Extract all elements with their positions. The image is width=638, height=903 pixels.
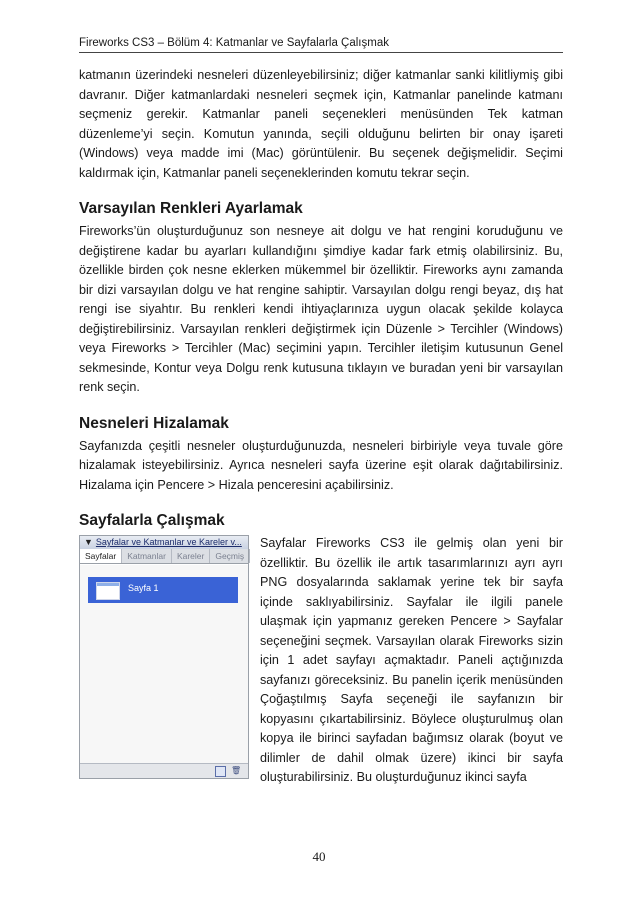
panel-tabs (80, 549, 248, 564)
intro-paragraph: katmanın üzerindeki nesneleri düzenleyebilirsiniz; diğer katmanlar sanki kilitliymiş gibi davranır. Diğer katmanlardaki nesneleri seçmek için, Katmanlar panelinde katmanı seçmeniz gerekir. Katmanlar paneli seçenekleri menüsünden Tek katman düzenleme’yi seçin. Komutun yanında, seçili olduğunu belirten bir onay işareti (Windows) veya madde imi (Mac) görüntülenir. Bu seçenek değişmelidir. Seçimi kaldırmak için, Katmanlar paneli seçeneklerinden komutu tekrar seçin. (79, 68, 563, 180)
running-title: Fireworks CS3 – Bölüm 4: Katmanlar ve Sayfalarla Çalışmak (79, 37, 389, 49)
tab-layers: Katmanlar (122, 549, 172, 563)
page-item-label: Sayfa 1 (128, 583, 159, 593)
page-thumbnail (96, 582, 120, 600)
tab-frames: Kareler (172, 549, 210, 563)
paragraph-align-objects: Sayfanızda çeşitli nesneler oluşturduğunuzda, nesneleri birbiriyle veya tuvale göre hizalamak isteyebilirsiniz. Ayrıca nesneleri sayfa üzerine eşit olarak dağıtabilirsiniz. Hizalama için Pencere > Hizala penceresini açabilirsiniz. (79, 438, 563, 492)
running-header (79, 37, 563, 53)
new-page-icon (215, 766, 226, 777)
paragraph-pages: Sayfalar Fireworks CS3 ile gelmiş olan yeni bir özelliktir. Bu özellik ile artık tasarımlarınızı ayrı ayrı PNG dosyalarında saklamak yerine tek bir sayfa içinde saklıyabilirsiniz. Sayfalar ile ilgili panele ulaşmak için yapmanız gereken Pencere > Sayfalar seçeneğini seçmek. Varsayılan olarak Fireworks sizin için 1 adet sayfayı açmaktadır. Paneli açtığınızda sayfanızı göreceksiniz. Bu panelin içerik menüsünden Çoğaştılmış Sayfa seçeneği ile sayfanızın bir kopyasını çıkartabilirsiniz. Böylece oluşturulmuş olan kopya ile birinci sayfadan bağımsız olarak (boyut ve dilimler de dahil olmak üzere) ikinci bir sayfa oluşturabilirsiniz. Bu oluşturduğunuz ikinci sayfa (260, 536, 563, 784)
paragraph-default-colors: Fireworks’ün oluşturduğunuz son nesneye ait dolgu ve hat rengini koruduğunu ve değiştirene kadar bu ayarları kullandığını şimdiye kadar fark etmiş olabilirsiniz. Bu, özellikle birden çok nesne eklerken mükemmel bir özelliktir. Fireworks aynı zamanda bir dizi varsayılan dolgu ve hat rengine sahiptir. Varsayılan dolgu rengi beyaz, dış hat rengi ise siyahtır. Bu renkleri kendi ihtiyaçlarınıza uygun olacak şekilde kolayca değiştirebilirsiniz. Varsayılan renkleri değiştirmek için Düzenle > Tercihler (Windows) veya Fireworks > Tercihler (Mac) seçimini yapın. Tercihler iletişim kutusunun Genel sekmesinde, Kontur veya Dolgu renk kutusuna tıklayın ve buradan yeni bir varsayılan renk seçin. (79, 224, 563, 394)
heading-default-colors: Varsayılan Renkleri Ayarlamak (79, 200, 303, 217)
page-number: 40 (312, 849, 326, 864)
tab-history: Geçmiş (210, 549, 250, 563)
panel-title-bar (80, 536, 248, 549)
heading-pages: Sayfalarla Çalışmak (79, 512, 225, 529)
collapse-triangle-icon: ▼ (84, 537, 93, 547)
trash-icon: 🗑 (231, 766, 242, 775)
page-list-item (88, 577, 238, 603)
heading-align-objects: Nesneleri Hizalamak (79, 414, 229, 432)
section-pages (79, 511, 563, 788)
pages-panel-screenshot (79, 535, 249, 779)
page-content (79, 66, 563, 800)
panel-body (80, 565, 248, 764)
tab-pages: Sayfalar (80, 549, 122, 563)
panel-footer (80, 763, 248, 778)
panel-title: Sayfalar ve Katmanlar ve Kareler v... (95, 537, 242, 547)
